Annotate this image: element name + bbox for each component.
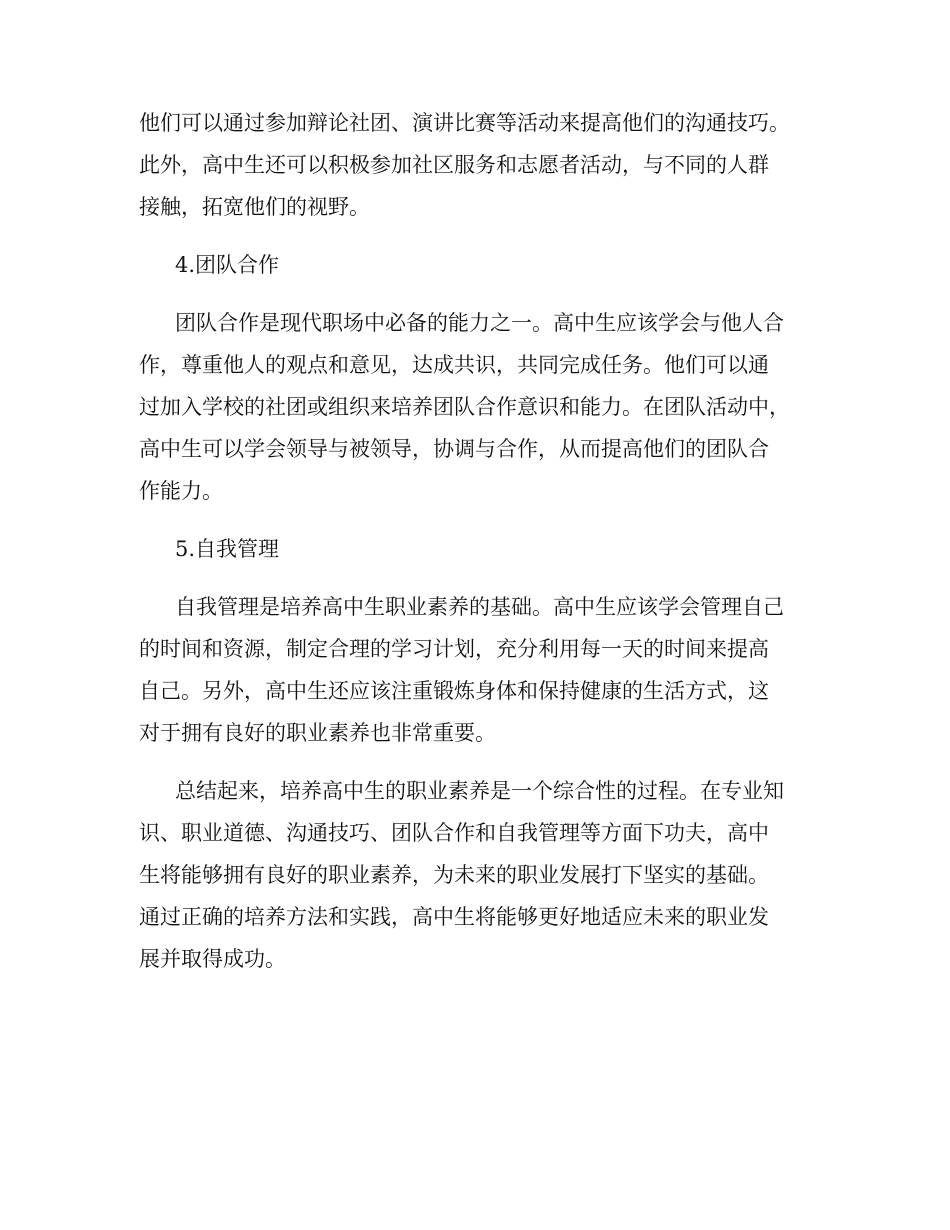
- paragraph-1-line-2: 此外，高中生还可以积极参加社区服务和志愿者活动，与不同的人群: [139, 153, 769, 177]
- paragraph-3-line-3: 自己。另外，高中生还应该注重锻炼身体和保持健康的生活方式，这: [139, 679, 769, 703]
- paragraph-1-line-3: 接触，拓宽他们的视野。: [139, 195, 370, 219]
- paragraph-2-line-1: 团队合作是现代职场中必备的能力之一。高中生应该学会与他人合: [175, 311, 784, 335]
- paragraph-4-line-2: 识、职业道德、沟通技巧、团队合作和自我管理等方面下功夫，高中: [139, 821, 769, 845]
- paragraph-3-line-2: 的时间和资源，制定合理的学习计划，充分利用每一天的时间来提高: [139, 637, 769, 661]
- paragraph-4-line-4: 通过正确的培养方法和实践，高中生将能够更好地适应未来的职业发: [139, 905, 769, 929]
- paragraph-4-line-5: 展并取得成功。: [139, 947, 286, 971]
- paragraph-1-line-1: 他们可以通过参加辩论社团、演讲比赛等活动来提高他们的沟通技巧。: [139, 111, 790, 135]
- paragraph-2-line-3: 过加入学校的社团或组织来培养团队合作意识和能力。在团队活动中，: [139, 395, 790, 419]
- paragraph-2-line-4: 高中生可以学会领导与被领导，协调与合作，从而提高他们的团队合: [139, 437, 769, 461]
- paragraph-2-line-2: 作，尊重他人的观点和意见，达成共识，共同完成任务。他们可以通: [139, 353, 769, 377]
- paragraph-4-line-3: 生将能够拥有良好的职业素养，为未来的职业发展打下坚实的基础。: [139, 863, 769, 887]
- section-heading-self-management: 5.自我管理: [175, 537, 280, 561]
- paragraph-3-line-1: 自我管理是培养高中生职业素养的基础。高中生应该学会管理自己: [175, 595, 784, 619]
- paragraph-3-line-4: 对于拥有良好的职业素养也非常重要。: [139, 721, 496, 745]
- paragraph-4-line-1: 总结起来，培养高中生的职业素养是一个综合性的过程。在专业知: [175, 779, 784, 803]
- section-heading-team-cooperation: 4.团队合作: [175, 253, 280, 277]
- paragraph-2-line-5: 作能力。: [139, 479, 223, 503]
